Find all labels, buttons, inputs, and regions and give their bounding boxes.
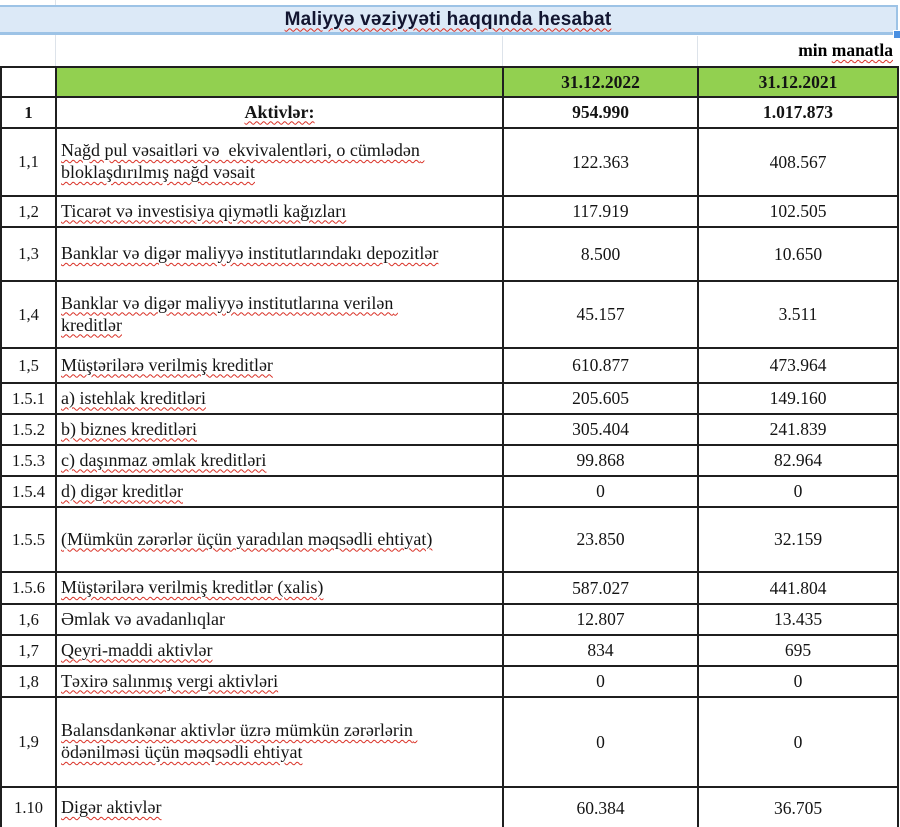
row-num-cell[interactable]: 1,7: [1, 635, 56, 666]
table-row: [1, 476, 898, 507]
row-num-cell[interactable]: 1,9: [1, 697, 56, 787]
row-num-cell[interactable]: 1,5: [1, 348, 56, 383]
value-2022-cell[interactable]: 587.027: [503, 572, 698, 604]
unit-note-prefix: min: [798, 40, 832, 60]
row-label-cell[interactable]: Əmlak və avadanlıqlar: [56, 604, 503, 635]
value-2021-cell[interactable]: 473.964: [698, 348, 898, 383]
row-num-cell[interactable]: 1: [1, 97, 56, 128]
row-num-cell[interactable]: 1.5.6: [1, 572, 56, 604]
table-row: [1, 507, 898, 572]
value-2022-cell[interactable]: 12.807: [503, 604, 698, 635]
row-num-cell[interactable]: 1,4: [1, 281, 56, 348]
row-label-cell[interactable]: Digər aktivlər: [56, 787, 503, 827]
table-row: [1, 348, 898, 383]
row-num-cell[interactable]: 1,3: [1, 227, 56, 281]
value-2021-cell[interactable]: 0: [698, 476, 898, 507]
value-2022-cell[interactable]: 954.990: [503, 97, 698, 128]
table-row: [1, 666, 898, 697]
value-2021-cell[interactable]: 13.435: [698, 604, 898, 635]
row-label-cell[interactable]: b) biznes kreditləri: [56, 414, 503, 445]
table-row: [1, 281, 898, 348]
value-2022-cell[interactable]: 99.868: [503, 445, 698, 476]
row-label-cell[interactable]: Müştərilərə verilmiş kreditlər: [56, 348, 503, 383]
value-2021-cell[interactable]: 82.964: [698, 445, 898, 476]
row-num-cell[interactable]: 1,2: [1, 196, 56, 227]
row-label-cell[interactable]: Nağd pul vəsaitləri və ekvivalentləri, o cümlədən bloklaşdırılmış nağd vəsait: [56, 128, 503, 196]
unit-note-cell[interactable]: [0, 35, 893, 66]
value-2022-cell[interactable]: 23.850: [503, 507, 698, 572]
row-label-cell[interactable]: Qeyri-maddi aktivlər: [56, 635, 503, 666]
table-row: [1, 128, 898, 196]
table-row: [1, 697, 898, 787]
value-2022-cell[interactable]: 610.877: [503, 348, 698, 383]
value-2022-cell[interactable]: 0: [503, 666, 698, 697]
table-row: [1, 227, 898, 281]
table-row: [1, 414, 898, 445]
row-label-cell[interactable]: (Mümkün zərərlər üçün yaradılan məqsədli ehtiyat): [56, 507, 503, 572]
row-num-cell[interactable]: 1,6: [1, 604, 56, 635]
table-row: [1, 572, 898, 604]
value-2021-cell[interactable]: 3.511: [698, 281, 898, 348]
value-2021-cell[interactable]: 0: [698, 697, 898, 787]
col-header-2022[interactable]: 31.12.2022: [503, 67, 698, 97]
value-2022-cell[interactable]: 60.384: [503, 787, 698, 827]
fill-handle[interactable]: [893, 30, 900, 39]
label-header-cell[interactable]: [56, 67, 503, 97]
row-label-cell[interactable]: d) digər kreditlər: [56, 476, 503, 507]
value-2022-cell[interactable]: 122.363: [503, 128, 698, 196]
row-label-cell[interactable]: Banklar və digər maliyyə institutlarındakı depozitlər: [56, 227, 503, 281]
row-label-cell[interactable]: Balansdankənar aktivlər üzrə mümkün zərərlərin ödənilməsi üçün məqsədli ehtiyat: [56, 697, 503, 787]
value-2021-cell[interactable]: 36.705: [698, 787, 898, 827]
value-2021-cell[interactable]: 695: [698, 635, 898, 666]
row-label-cell[interactable]: Ticarət və investisiya qiymətli kağızları: [56, 196, 503, 227]
row-num-cell[interactable]: 1.5.3: [1, 445, 56, 476]
value-2021-cell[interactable]: 102.505: [698, 196, 898, 227]
value-2022-cell[interactable]: 8.500: [503, 227, 698, 281]
row-num-cell[interactable]: 1.5.4: [1, 476, 56, 507]
row-label-cell[interactable]: Müştərilərə verilmiş kreditlər (xalis): [56, 572, 503, 604]
value-2021-cell[interactable]: 149.160: [698, 383, 898, 414]
table-row: [1, 787, 898, 827]
value-2022-cell[interactable]: 45.157: [503, 281, 698, 348]
row-label-cell[interactable]: Təxirə salınmış vergi aktivləri: [56, 666, 503, 697]
value-2022-cell[interactable]: 205.605: [503, 383, 698, 414]
report-title: Maliyyə vəziyyəti haqqında hesabat: [284, 8, 612, 30]
value-2022-cell[interactable]: 305.404: [503, 414, 698, 445]
corner-header-cell[interactable]: [1, 67, 56, 97]
value-2021-cell[interactable]: 1.017.873: [698, 97, 898, 128]
table-row: [1, 196, 898, 227]
value-2022-cell[interactable]: 0: [503, 476, 698, 507]
table-row: [1, 635, 898, 666]
value-2021-cell[interactable]: 241.839: [698, 414, 898, 445]
table-row: [1, 97, 898, 128]
table-row: [1, 445, 898, 476]
value-2021-cell[interactable]: 10.650: [698, 227, 898, 281]
row-label-cell[interactable]: Aktivlər:: [56, 97, 503, 128]
row-label-cell[interactable]: c) daşınmaz əmlak kreditləri: [56, 445, 503, 476]
row-label-cell[interactable]: Banklar və digər maliyyə institutlarına verilən kreditlər: [56, 281, 503, 348]
row-num-cell[interactable]: 1.5.1: [1, 383, 56, 414]
table-row: [1, 604, 898, 635]
value-2022-cell[interactable]: 117.919: [503, 196, 698, 227]
value-2021-cell[interactable]: 0: [698, 666, 898, 697]
value-2021-cell[interactable]: 32.159: [698, 507, 898, 572]
value-2021-cell[interactable]: 408.567: [698, 128, 898, 196]
value-2022-cell[interactable]: 0: [503, 697, 698, 787]
row-num-cell[interactable]: 1.5.5: [1, 507, 56, 572]
row-label-cell[interactable]: a) istehlak kreditləri: [56, 383, 503, 414]
col-header-2021[interactable]: 31.12.2021: [698, 67, 898, 97]
row-num-cell[interactable]: 1,8: [1, 666, 56, 697]
balance-sheet-table: [0, 66, 899, 827]
row-num-cell[interactable]: 1.5.2: [1, 414, 56, 445]
header-row: [1, 67, 898, 97]
row-num-cell[interactable]: 1,1: [1, 128, 56, 196]
value-2021-cell[interactable]: 441.804: [698, 572, 898, 604]
table-row: [1, 383, 898, 414]
title-cell[interactable]: [0, 5, 898, 35]
unit-note-word: manatla: [831, 40, 893, 60]
value-2022-cell[interactable]: 834: [503, 635, 698, 666]
row-num-cell[interactable]: 1.10: [1, 787, 56, 827]
